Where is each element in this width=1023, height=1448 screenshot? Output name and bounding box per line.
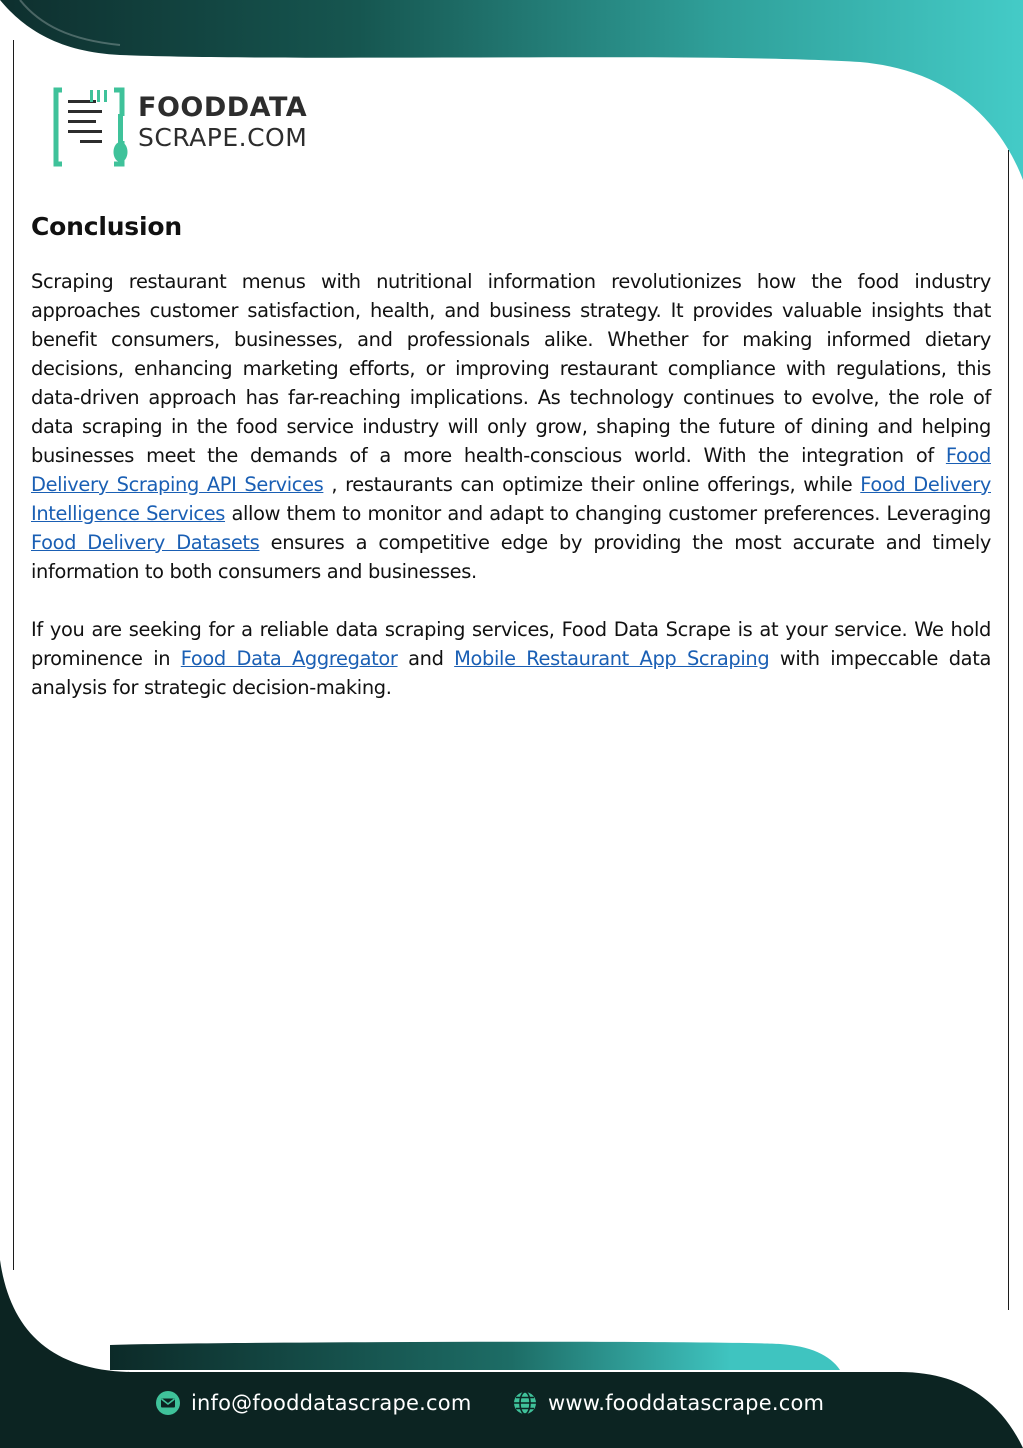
left-border-line bbox=[13, 40, 14, 1270]
email-address[interactable]: info@fooddatascrape.com bbox=[191, 1391, 472, 1415]
paragraph-text: and bbox=[397, 647, 455, 670]
paragraph-text: Scraping restaurant menus with nutritional information revolutionizes how the food industry approaches customer satisfaction, health, and business strategy. It provides valuable insights that benefit consumers, businesses, and professionals alike. Whether for making informed dietary decisions, enhancing marketing efforts, or improving restaurant compliance with regulations, this data-driven approach has far-reaching implications. As technology continues to evolve, the role of data scraping in the food service industry will only grow, shaping the future of dining and helping businesses meet the demands of a more health-conscious world. With the integration of bbox=[31, 270, 991, 467]
mail-icon bbox=[155, 1390, 181, 1416]
link-food-delivery-scraping-api[interactable]: Food Delivery Scraping API Services bbox=[31, 444, 991, 496]
brand-name-line2: SCRAPE.COM bbox=[138, 123, 308, 152]
link-food-data-aggregator[interactable]: Food Data Aggregator bbox=[180, 647, 398, 670]
footer-contact bbox=[0, 1390, 1023, 1430]
paragraph-text: allow them to monitor and adapt to changing customer preferences. Leveraging bbox=[225, 502, 991, 525]
paragraph-text: ensures a competitive edge by providing the most accurate and timely information to both consumers and businesses. bbox=[31, 531, 991, 583]
conclusion-section bbox=[31, 212, 991, 702]
menu-list-spoon-icon bbox=[52, 86, 132, 170]
link-food-delivery-datasets[interactable]: Food Delivery Datasets bbox=[31, 531, 260, 554]
link-mobile-restaurant-app-scraping[interactable]: Mobile Restaurant App Scraping bbox=[454, 647, 770, 670]
paragraph-text: If you are seeking for a reliable data scraping services, Food Data Scrape is at your service. We hold prominence in bbox=[31, 618, 991, 670]
footer-email[interactable] bbox=[155, 1390, 471, 1416]
website-url[interactable]: www.fooddatascrape.com bbox=[548, 1391, 825, 1415]
conclusion-paragraph-1 bbox=[31, 267, 991, 586]
section-heading: Conclusion bbox=[31, 212, 182, 241]
footer-website[interactable] bbox=[512, 1390, 824, 1416]
conclusion-paragraph-2 bbox=[31, 615, 991, 702]
globe-icon bbox=[512, 1390, 538, 1416]
brand-logo bbox=[52, 86, 342, 170]
link-food-delivery-intelligence[interactable]: Food Delivery Intelligence Services bbox=[31, 473, 991, 525]
paragraph-text: , restaurants can optimize their online offerings, while bbox=[323, 473, 861, 496]
right-border-line bbox=[1008, 150, 1009, 1310]
brand-name-line1: FOODDATA bbox=[138, 92, 308, 123]
paragraph-text: with impeccable data analysis for strategic decision-making. bbox=[31, 647, 991, 699]
